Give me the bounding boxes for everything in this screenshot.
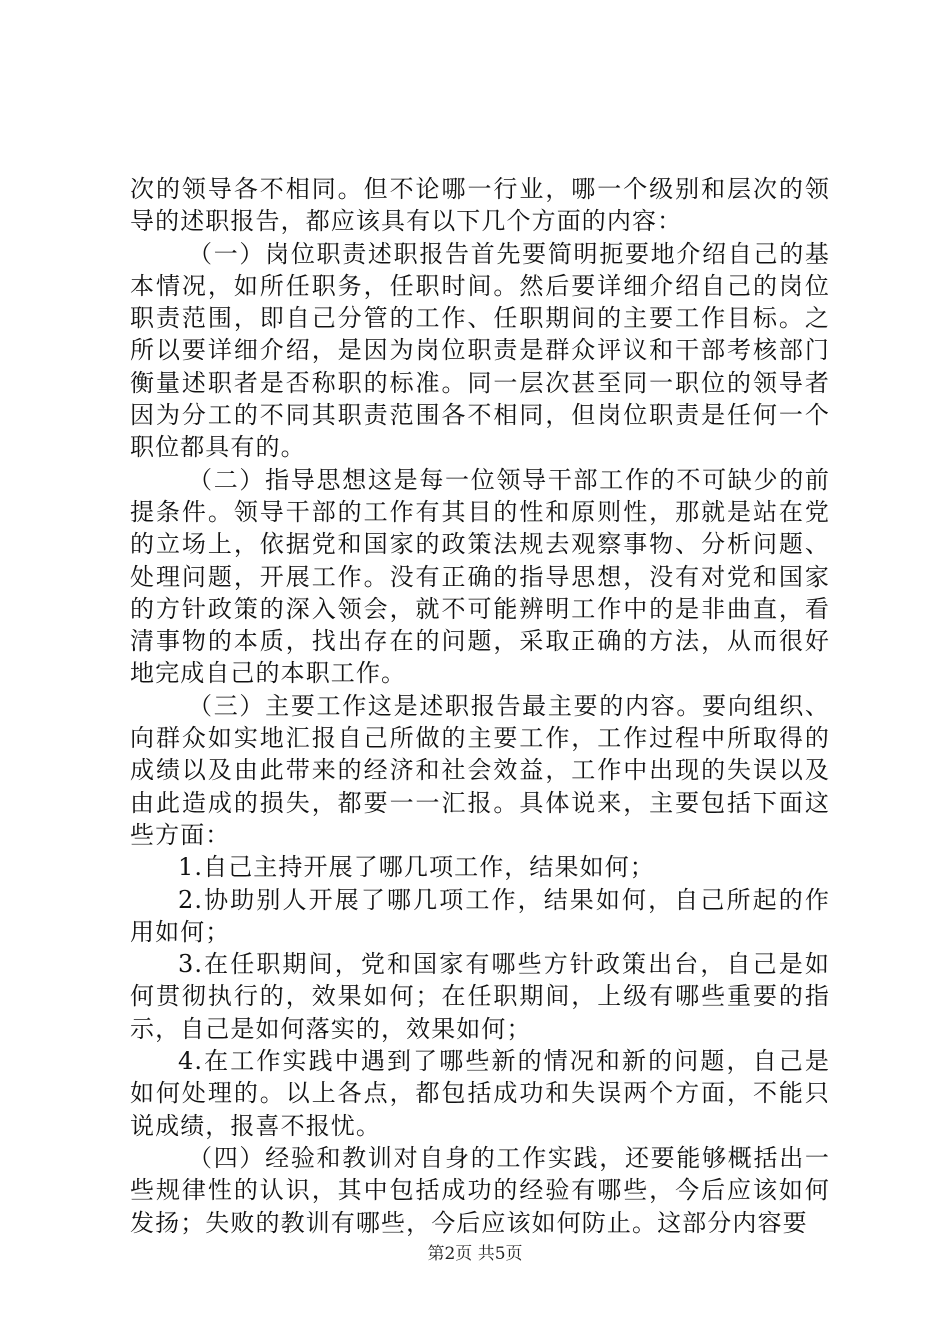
paragraph-guiding-ideology: （二）指导思想这是每一位领导干部工作的不可缺少的前提条件。领导干部的工作有其目的性和原则性，那就是站在党的立场上，依据党和国家的政策法规去观察事物、分析问题、处理问题，开展工作。没有正确的指导思想，没有对党和国家的方针政策的深入领会，就不可能辨明工作中的是非曲直，看清事物的本质，找出存在的问题，采取正确的方法，从而很好地完成自己的本职工作。 (130, 465, 830, 688)
paragraph-main-work: （三）主要工作这是述职报告最主要的内容。要向组织、向群众如实地汇报自己所做的主要工作，工作过程中所取得的成绩以及由此带来的经济和社会效益，工作中出现的失误以及由此造成的损失，都要一一汇报。具体说来，主要包括下面这些方面： (130, 691, 830, 849)
list-item-4: 4.在工作实践中遇到了哪些新的情况和新的问题，自己是如何处理的。以上各点，都包括成功和失误两个方面，不能只说成绩，报喜不报忧。 (130, 1047, 830, 1140)
paragraph-continuation: 次的领导各不相同。但不论哪一行业，哪一个级别和层次的领导的述职报告，都应该具有以下几个方面的内容： (130, 175, 830, 236)
list-item-2: 2.协助别人开展了哪几项工作，结果如何，自己所起的作用如何； (130, 885, 830, 946)
page-indicator: 第2页 共5页 (427, 1244, 523, 1264)
document-body (130, 173, 830, 1239)
list-item-3: 3.在任职期间，党和国家有哪些方针政策出台，自己是如何贯彻执行的，效果如何；在任职期间，上级有哪些重要的指示，自己是如何落实的，效果如何； (130, 950, 830, 1043)
list-item-1: 1.自己主持开展了哪几项工作，结果如何； (178, 853, 655, 882)
paragraph-experience-lessons: （四）经验和教训对自身的工作实践，还要能够概括出一些规律性的认识，其中包括成功的经验有哪些，今后应该如何发扬；失败的教训有哪些，今后应该如何防止。这部分内容要 (130, 1143, 830, 1237)
page-footer (0, 1244, 950, 1264)
paragraph-job-duties: （一）岗位职责述职报告首先要简明扼要地介绍自己的基本情况，如所任职务，任职时间。然后要详细介绍自己的岗位职责范围，即自己分管的工作、任职期间的主要工作目标。之所以要详细介绍，是因为岗位职责是群众评议和干部考核部门衡量述职者是否称职的标准。同一层次甚至同一职位的领导者因为分工的不同其职责范围各不相同，但岗位职责是任何一个职位都具有的。 (130, 239, 830, 462)
